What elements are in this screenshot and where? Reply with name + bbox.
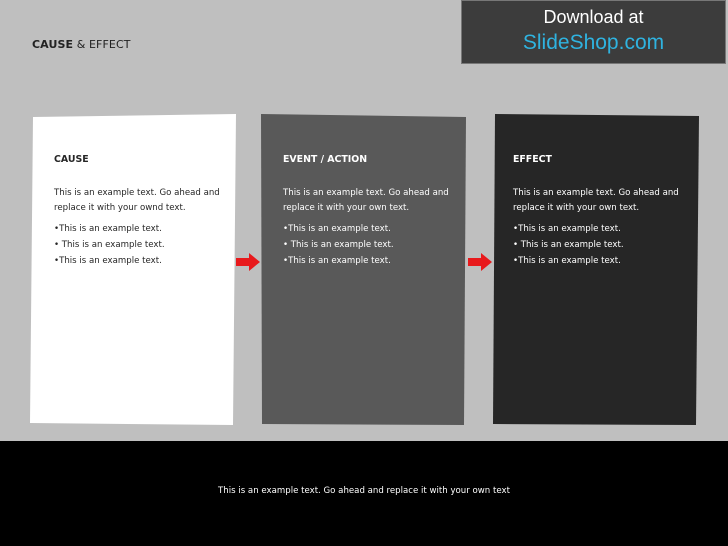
title-bold: CAUSE <box>32 38 74 51</box>
cause-panel <box>30 114 236 425</box>
effect-bullet: •This is an example text. <box>513 256 621 266</box>
effect-bullet-list <box>513 221 699 269</box>
download-label: Download at <box>543 7 644 27</box>
effect-bullet: •This is an example text. <box>513 224 621 234</box>
event-action-panel-content <box>261 114 466 425</box>
event-action-panel <box>261 114 466 425</box>
event-action-bullet: •This is an example text. <box>283 256 391 266</box>
cause-bullet-list <box>54 221 236 269</box>
event-action-bullet-list <box>283 221 466 269</box>
cause-heading: CAUSE <box>54 154 89 165</box>
arrow-right-icon <box>468 253 492 271</box>
effect-panel-content <box>493 114 699 425</box>
effect-heading: EFFECT <box>513 154 552 165</box>
effect-description: This is an example text. Go ahead and replace it with your own text. <box>513 188 679 213</box>
event-action-description: This is an example text. Go ahead and replace it with your own text. <box>283 188 449 213</box>
footer-text: This is an example text. Go ahead and replace it with your own text <box>218 486 510 496</box>
cause-bullet: •This is an example text. <box>54 256 162 266</box>
cause-description: This is an example text. Go ahead and replace it with your ownd text. <box>54 188 220 213</box>
effect-panel <box>493 114 699 425</box>
footer-bar <box>0 441 728 546</box>
event-action-bullet: • This is an example text. <box>283 240 394 250</box>
download-badge[interactable] <box>461 0 726 64</box>
slide-title <box>32 38 131 51</box>
effect-bullet: • This is an example text. <box>513 240 624 250</box>
event-action-heading: EVENT / ACTION <box>283 154 368 165</box>
title-rest: & EFFECT <box>73 38 131 51</box>
cause-bullet: •This is an example text. <box>54 224 162 234</box>
event-action-bullet: •This is an example text. <box>283 224 391 234</box>
cause-bullet: • This is an example text. <box>54 240 165 250</box>
cause-panel-content <box>30 114 236 425</box>
arrow-right-icon <box>236 253 260 271</box>
download-link[interactable]: SlideShop.com <box>522 31 665 54</box>
